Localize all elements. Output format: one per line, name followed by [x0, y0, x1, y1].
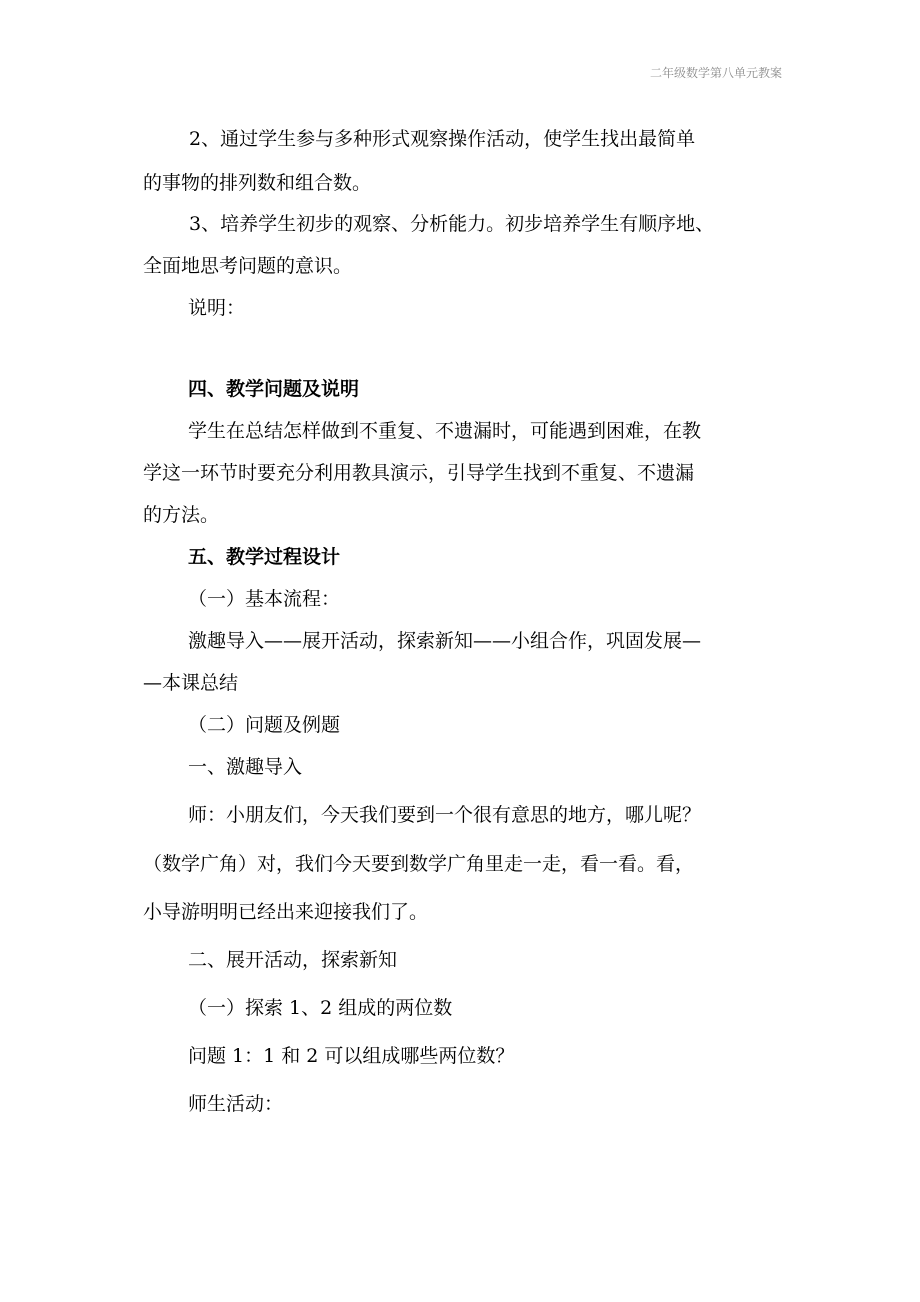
activity-heading: 二、展开活动，探索新知 — [188, 949, 398, 971]
objective-2-line-1: 2、通过学生参与多种形式观察操作活动，使学生找出最简单 — [189, 128, 696, 150]
intro-heading: 一、激趣导入 — [188, 756, 303, 778]
section-4-para-line-2: 学这一环节时要充分利用教具演示，引导学生找到不重复、不遗漏 — [143, 462, 695, 484]
question-1: 问题 1：1 和 2 可以组成哪些两位数？ — [188, 1045, 515, 1067]
section-4-para-line-3: 的方法。 — [143, 504, 220, 526]
basic-flow-label: （一）基本流程： — [188, 588, 341, 610]
teacher-student-activity: 师生活动： — [188, 1093, 284, 1115]
questions-examples-label: （二）问题及例题 — [188, 714, 341, 736]
objective-3-line-2: 全面地思考问题的意识。 — [143, 255, 353, 277]
flow-line-2: —本课总结 — [143, 672, 239, 694]
teacher-line-1: 师：小朋友们，今天我们要到一个很有意思的地方，哪儿呢？ — [188, 804, 702, 826]
objective-2-line-2: 的事物的排列数和组合数。 — [143, 172, 372, 194]
flow-line-1: 激趣导入——展开活动，探索新知——小组合作，巩固发展— — [188, 630, 702, 652]
objective-3-line-1: 3、培养学生初步的观察、分析能力。初步培养学生有顺序地、 — [189, 213, 715, 235]
note-label: 说明： — [188, 297, 246, 319]
section-5-heading: 五、教学过程设计 — [188, 546, 341, 568]
explore-heading: （一）探索 1、2 组成的两位数 — [188, 997, 453, 1019]
page-header-title: 二年级数学第八单元教案 — [649, 66, 782, 80]
section-4-heading: 四、教学问题及说明 — [188, 378, 360, 400]
section-4-para-line-1: 学生在总结怎样做到不重复、不遗漏时，可能遇到困难，在教 — [188, 420, 702, 442]
teacher-line-2: （数学广角）对，我们今天要到数学广角里走一走，看一看。看， — [143, 853, 695, 875]
teacher-line-3: 小导游明明已经出来迎接我们了。 — [143, 901, 429, 923]
